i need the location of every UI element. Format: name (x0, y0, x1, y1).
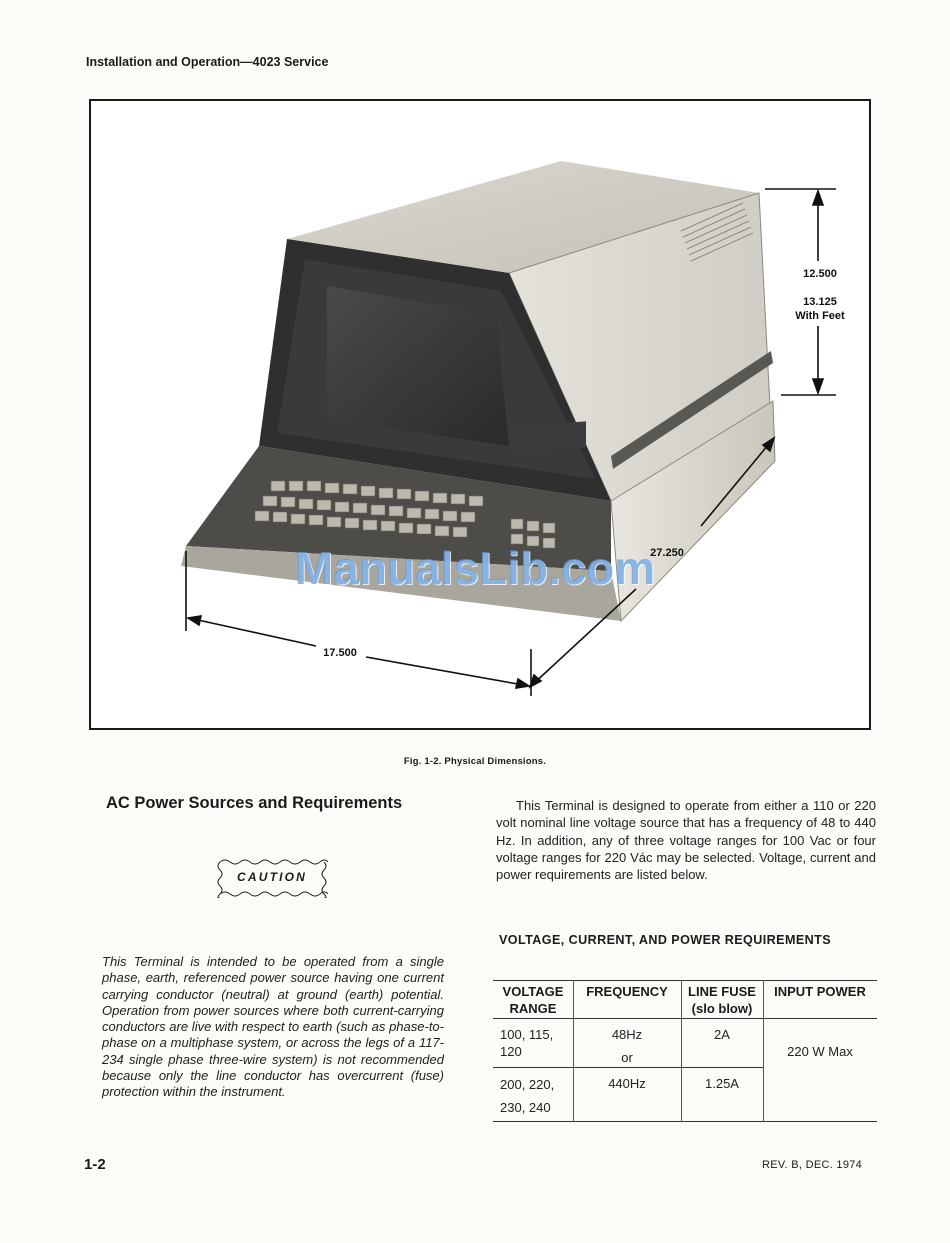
header-slo-blow: (slo blow) (691, 1001, 753, 1016)
header-frequency: FREQUENCY (586, 984, 668, 999)
dimension-height-with-feet: 13.125 (803, 296, 837, 308)
header-input-power: INPUT POWER (774, 984, 866, 999)
terminal-photo (91, 101, 869, 728)
input-power-value: 220 W Max (787, 1044, 853, 1059)
requirements-table (493, 980, 877, 1122)
dimension-with-feet-label: With Feet (795, 310, 845, 322)
section-heading: AC Power Sources and Requirements (106, 794, 403, 812)
freq-top: 48Hz (611, 1027, 643, 1042)
intro-paragraph (496, 797, 876, 883)
row2-voltage-b: 230, 240 (500, 1100, 551, 1115)
caution-label: CAUTION (236, 870, 308, 884)
header-line-fuse: LINE FUSE (688, 984, 756, 999)
running-header: Installation and Operation—4023 Service (86, 55, 329, 69)
dimension-width: 17.500 (323, 647, 357, 659)
figure-caption: Fig. 1-2. Physical Dimensions. (403, 756, 547, 767)
page-number: 1-2 (84, 1156, 106, 1173)
row1-voltage-b: 120 (500, 1044, 522, 1059)
header-voltage-range: RANGE (509, 1001, 557, 1016)
row1-voltage-a: 100, 115, (500, 1027, 554, 1042)
freq-bottom: 440Hz (608, 1076, 646, 1091)
fuse-row1: 2A (714, 1027, 730, 1042)
table-heading: VOLTAGE, CURRENT, AND POWER REQUIREMENTS (499, 933, 832, 947)
intro-paragraph-text: This Terminal is designed to operate from either a 110 or 220 volt nominal line voltage source that has a frequency of 48 to 440 Hz. In addition, any of three voltage ranges for 100 Vac or four voltage ranges for 220 Vác may be selected. Voltage, current and power requirements are listed below. (496, 798, 876, 883)
header-voltage: VOLTAGE (502, 984, 564, 999)
caution-paragraph: This Terminal is intended to be operated from a single phase, earth, referenced power source having one current carrying conductor (neutral) at ground (earth) potential. Operation from power sources where both current-carrying conductors are live with respect to earth (such as phase-to-phase on a multiphase system, or across the legs of a 117-234 single phase three-wire system) is not recommended because only the line conductor has overcurrent (fuse) protection within the instrument. (102, 954, 444, 1100)
revision-note: REV. B, DEC. 1974 (762, 1159, 863, 1171)
freq-or: or (621, 1050, 633, 1065)
dimension-depth: 27.250 (650, 547, 684, 559)
row2-voltage-a: 200, 220, (500, 1077, 555, 1092)
fuse-row2: 1.25A (705, 1076, 739, 1091)
watermark: ManualsLib.com (294, 542, 656, 594)
dimension-height: 12.500 (803, 268, 837, 280)
figure-photo-frame (89, 99, 871, 730)
